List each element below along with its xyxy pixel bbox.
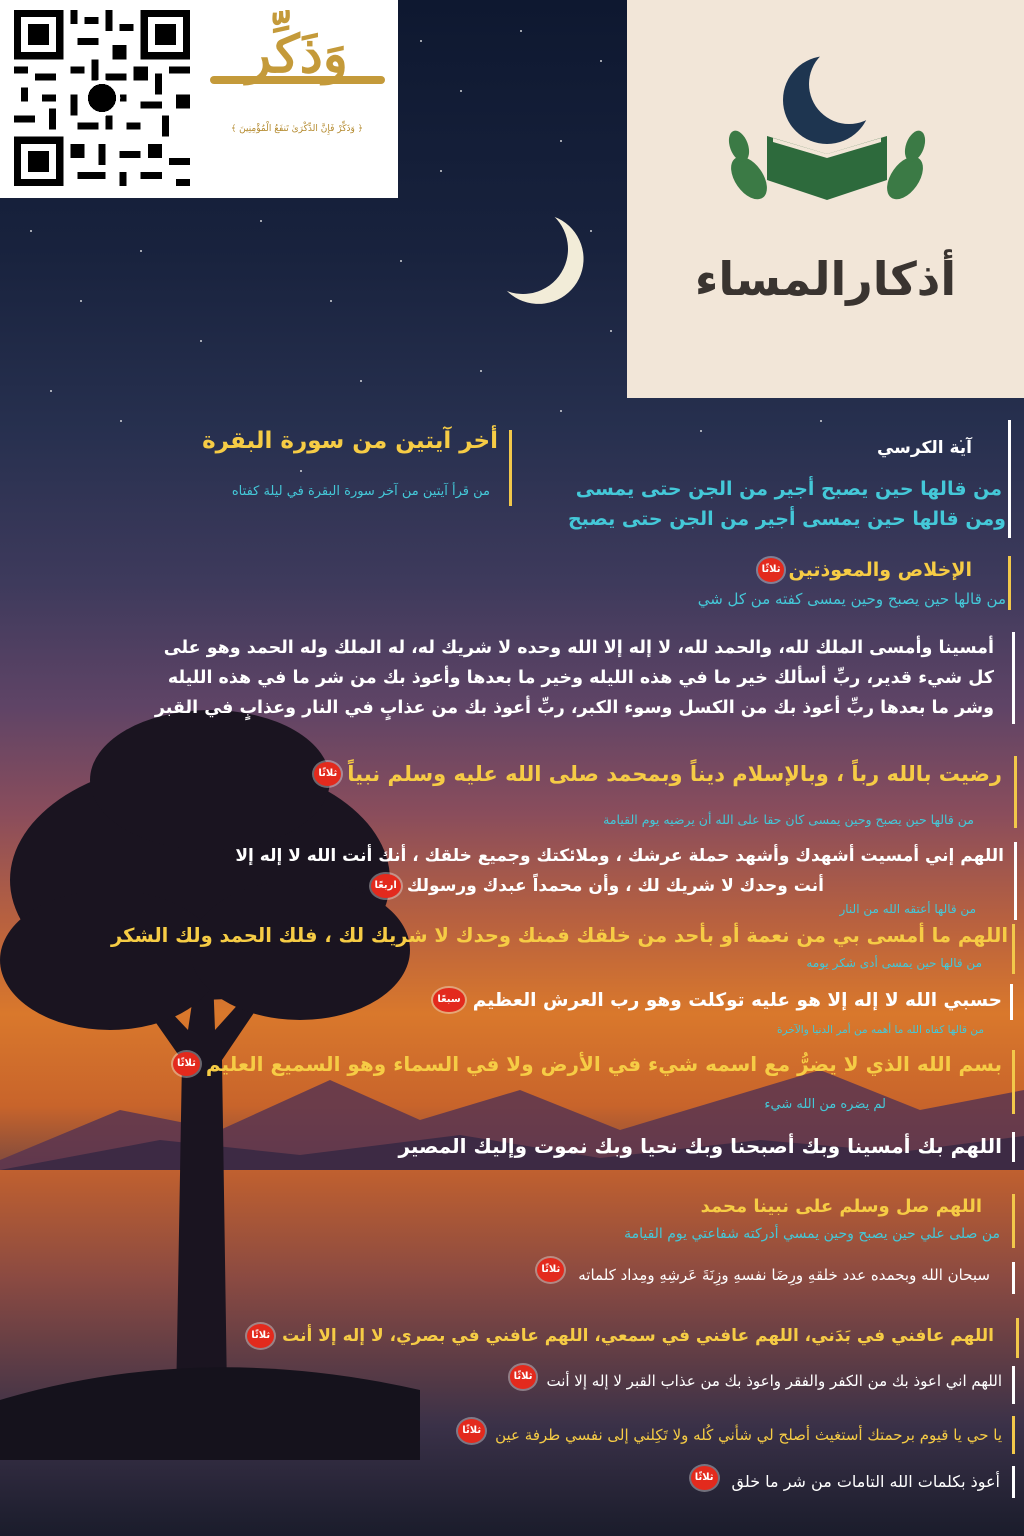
divider-bar: [1014, 842, 1017, 920]
hasbi-note: من قالها كفاه الله ما أهمه من أمر الدنيا والآخرة: [777, 1024, 984, 1036]
count-badge: سبعًا: [433, 988, 464, 1012]
divider-bar: [1012, 1262, 1015, 1294]
bismillah-note: لم يضره من الله شيء: [764, 1097, 886, 1112]
count-badge: ثلاثًا: [173, 1052, 200, 1076]
divider-bar: [1014, 756, 1017, 828]
ikhlas-title: الإخلاص والمعوذتين: [788, 559, 972, 581]
divider-bar: [1012, 1050, 1015, 1114]
count-badge: ثلاثًا: [691, 1466, 718, 1490]
divider-bar: [1008, 556, 1011, 610]
divider-bar: [1016, 1318, 1019, 1358]
amsayna-line-2: كل شيء قدير، ربِّ أسألك خير ما في هذه الليله وخير ما بعدها وأعوذ بك من شر ما في هذه الليله: [167, 668, 994, 688]
kalimat-row: [691, 1464, 1000, 1491]
title-card: [627, 0, 1024, 398]
salat-note: من صلى علي حين يصبح وحين يمسي أدركته شفاعتي يوم القيامة: [624, 1226, 1000, 1242]
nimah-text: اللهم ما أمسى بي من نعمة أو بأحد من خلقك فمنك وحدك لا شريك لك ، فلك الحمد ولك الشكر: [111, 924, 1008, 947]
divider-bar: [1012, 632, 1015, 724]
radeetu-row: [314, 762, 1002, 786]
kalimat-text: أعوذ بكلمات الله التامات من شر ما خلق: [731, 1472, 1000, 1491]
kufr-row: [510, 1364, 1002, 1390]
bismillah-text: بسم الله الذي لا يضرُّ مع اسمه شيء في الأرض ولا في السماء وهو السميع العليم: [205, 1052, 1002, 1076]
count-badge: ثلاثًا: [537, 1258, 564, 1282]
kursi-line-1: من قالها حين يصبح أجير من الجن حتى يمسى: [575, 478, 1002, 500]
divider-bar: [1010, 984, 1013, 1020]
divider-bar: [1012, 1132, 1015, 1162]
hasbi-row: [433, 988, 1002, 1012]
count-badge: ثلاثًا: [247, 1324, 274, 1348]
kufr-text: اللهم اني اعوذ بك من الكفر والفقر واعوذ بك من عذاب القبر لا إله إلا أنت: [546, 1372, 1002, 1390]
count-badge: ثلاثًا: [758, 558, 785, 582]
ashhaduk-line-2: أنت وحدك لا شريك لك ، وأن محمداً عبدك ورسولك: [406, 876, 824, 896]
count-badge: ثلاثًا: [314, 762, 341, 786]
afini-row: [247, 1324, 994, 1348]
count-badge: اربعًا: [371, 874, 401, 898]
kursi-line-2: ومن قالها حين يمسى أجير من الجن حتى يصبح: [567, 508, 1006, 530]
divider-bar: [1012, 1194, 1015, 1248]
kursi-title: آية الكرسي: [876, 438, 972, 458]
qr-brand-card: [0, 0, 398, 198]
ashhaduk-line-1: اللهم إني أمسيت أشهدك وأشهد حملة عرشك ، وملائكتك وجميع خلقك ، أنك أنت الله لا إله إلا: [235, 846, 1004, 866]
bismillah-row: [173, 1052, 1002, 1076]
radeetu-text: رضيت بالله رباً ، وبالإسلام ديناً وبمحمد صلى الله عليه وسلم نبياً: [347, 762, 1002, 786]
divider-bar: [1012, 1366, 1015, 1404]
ashhaduk-note: من قالها أعتقه الله من النار: [839, 902, 976, 916]
hayy-row: [458, 1418, 1002, 1444]
hayy-text: يا حي يا قيوم برحمتك أستغيث أصلح لي شأني كُله ولا تَكِلني إلى نفسي طرفة عين: [495, 1426, 1002, 1444]
radeetu-note: من قالها حين يصبح وحين يمسى كان حقا على الله أن يرضيه يوم القيامة: [603, 812, 974, 827]
subhan-text: سبحان الله وبحمده عدد خلقهِ ورِضَا نفسهِ وزِنَةَ عَرشِهِ ومِداد كلماته: [578, 1266, 990, 1284]
baqarah-title: أخر آيتين من سورة البقرة: [202, 428, 498, 454]
brand-logo: [205, 10, 390, 100]
divider-bar: [1012, 924, 1015, 974]
divider-bar: [1012, 1416, 1015, 1454]
bika-text: اللهم بك أمسينا وبك أصبحنا وبك نحيا وبك نموت وإليك المصير: [398, 1134, 1002, 1158]
ashhaduk-row-2: [371, 874, 825, 898]
moon-book-logo-icon: [727, 50, 927, 220]
brand-logo-text: وَذَكِّر: [246, 24, 348, 85]
page-title: أذكارالمساء: [694, 252, 957, 306]
ikhlas-note: من قالها حين يصبح وحين يمسى كفته من كل شي: [697, 590, 1006, 608]
baqarah-note: من قرأ آيتين من آخر سورة البقرة في ليلة كفتاه: [231, 484, 490, 499]
count-badge: ثلاثًا: [458, 1419, 485, 1443]
divider-bar: [509, 430, 512, 506]
nimah-note: من قالها حين يمسى أدى شكر يومه: [806, 956, 982, 970]
afini-text: اللهم عافني في بَدَني، اللهم عافني في سمعي، اللهم عافني في بصري، لا إله إلا أنت: [282, 1326, 994, 1346]
amsayna-line-1: أمسينا وأمسى الملك لله، والحمد لله، لا إله إلا الله وحده لا شريك له، له الملك وله الحمد وهو على: [163, 638, 994, 658]
qr-code-icon[interactable]: [14, 10, 190, 186]
divider-bar: [1012, 1466, 1015, 1498]
ikhlas-row: [758, 558, 972, 582]
count-badge: ثلاثًا: [510, 1365, 537, 1389]
brand-tagline: ﴿ وَذَكِّرْ فَإِنَّ الذِّكْرَىٰ تَنفَعُ الْمُؤْمِنِينَ ﴾: [231, 124, 363, 134]
salat-title: اللهم صل وسلم على نبينا محمد: [700, 1196, 982, 1217]
amsayna-line-3: وشر ما بعدها ربِّ أعوذ بك من الكسل وسوء الكبر، ربِّ أعوذ بك من عذابٍ في النار وعذابٍ في القبر: [154, 698, 994, 718]
hasbi-text: حسبي الله لا إله إلا هو عليه توكلت وهو رب العرش العظيم: [472, 989, 1002, 1011]
divider-bar: [1008, 420, 1011, 538]
subhan-row: [537, 1256, 990, 1284]
